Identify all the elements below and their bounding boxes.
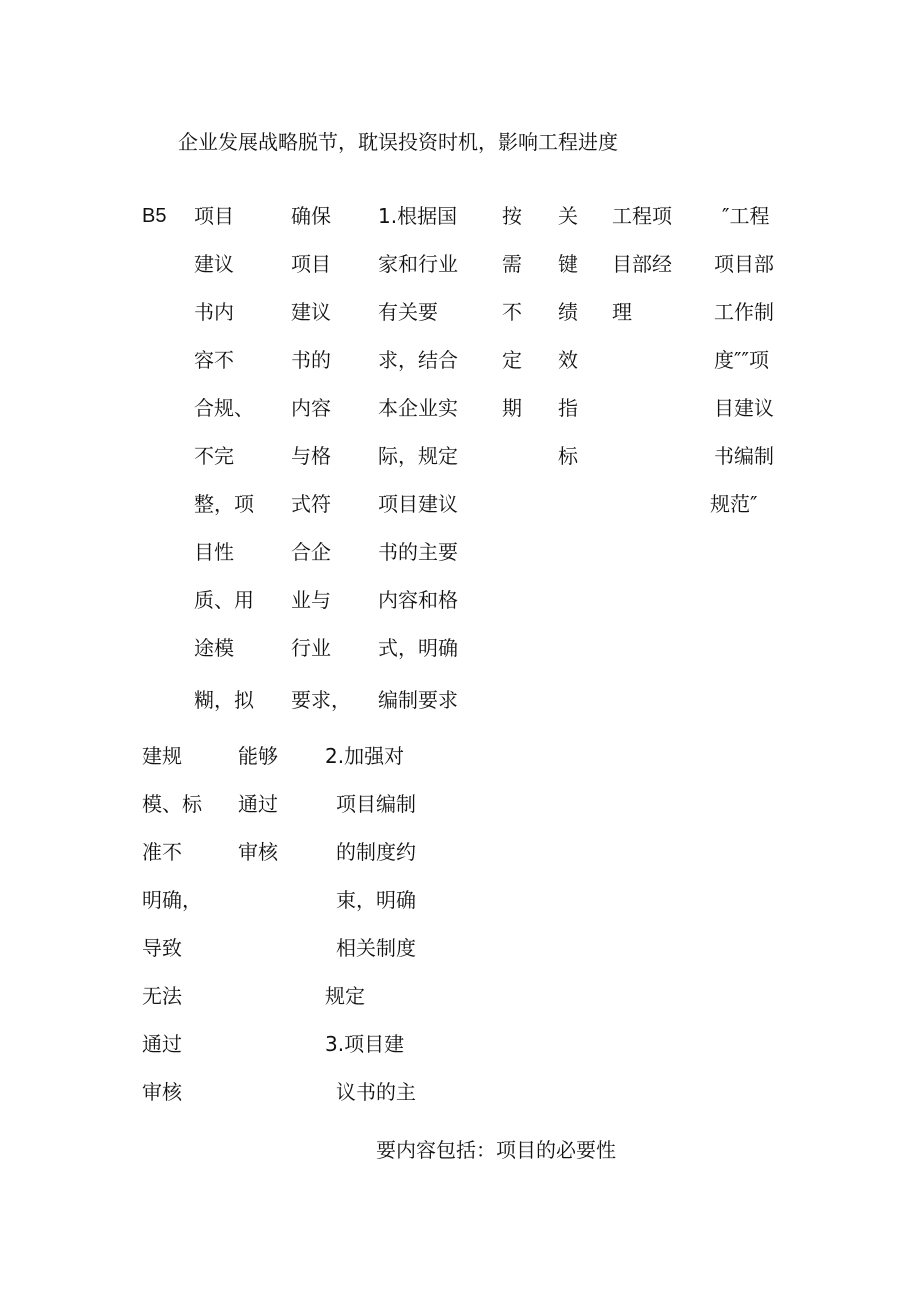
risk-desc-line: 模、标 [142, 792, 202, 816]
measure-line: 式，明确 [378, 636, 458, 660]
owner-line: 目部经 [612, 252, 672, 276]
risk-desc-line: 审核 [142, 1080, 182, 1104]
measure-line: 3.项目建 [325, 1032, 405, 1056]
risk-desc-line: 糊，拟 [194, 688, 254, 712]
risk-desc-line: 导致 [142, 936, 182, 960]
objective-line: 合企 [291, 540, 331, 564]
owner-line: 理 [612, 300, 632, 324]
measure-line: 2.加强对 [325, 744, 405, 768]
objective-line: 要求， [291, 688, 351, 712]
risk-desc-line: 不完 [194, 444, 234, 468]
objective-line: 建议 [291, 300, 331, 324]
measure-line: 编制要求 [378, 688, 458, 712]
kpi-line: 键 [558, 252, 578, 276]
measure-line: 求，结合 [378, 348, 458, 372]
risk-desc-line: 容不 [194, 348, 234, 372]
measure-line: 的制度约 [336, 840, 416, 864]
reference-line: 工作制 [714, 300, 774, 324]
frequency-line: 定 [502, 348, 522, 372]
measure-line: 家和行业 [378, 252, 458, 276]
objective-line: 内容 [291, 396, 331, 420]
kpi-line: 指 [558, 396, 578, 420]
reference-line: 项目部 [714, 252, 774, 276]
risk-desc-line: 途模 [194, 636, 234, 660]
objective-line: 审核 [238, 840, 278, 864]
kpi-line: 标 [558, 444, 578, 468]
risk-desc-line: 目性 [194, 540, 234, 564]
risk-desc-line: 准不 [142, 840, 182, 864]
risk-desc-line: 整，项 [194, 492, 254, 516]
measure-line: 本企业实 [378, 396, 458, 420]
objective-line: 书的 [291, 348, 331, 372]
objective-line: 能够 [238, 744, 278, 768]
risk-desc-line: 合规、 [194, 396, 254, 420]
measure-line: 书的主要 [378, 540, 458, 564]
risk-desc-line: 建议 [194, 252, 234, 276]
row-code: B5 [142, 205, 167, 227]
risk-desc-line: 无法 [142, 984, 182, 1008]
measure-line: 项目建议 [378, 492, 458, 516]
risk-desc-line: 通过 [142, 1032, 182, 1056]
intro-line: 企业发展战略脱节，耽误投资时机，影响工程进度 [178, 130, 618, 154]
frequency-line: 按 [502, 204, 522, 228]
objective-line: 项目 [291, 252, 331, 276]
measure-line: 1.根据国 [378, 204, 458, 228]
measure-line: 相关制度 [336, 936, 416, 960]
objective-line: 通过 [238, 792, 278, 816]
objective-line: 与格 [291, 444, 331, 468]
measure-line: 内容和格 [378, 588, 458, 612]
kpi-line: 关 [558, 204, 578, 228]
frequency-line: 期 [502, 396, 522, 420]
objective-line: 确保 [291, 204, 331, 228]
reference-line: 规范″ [710, 492, 758, 516]
objective-line: 行业 [291, 636, 331, 660]
objective-line: 业与 [291, 588, 331, 612]
kpi-line: 绩 [558, 300, 578, 324]
reference-line: 书编制 [714, 444, 774, 468]
owner-line: 工程项 [612, 204, 672, 228]
footer-line: 要内容包括：项目的必要性 [376, 1138, 616, 1162]
frequency-line: 需 [502, 252, 522, 276]
risk-desc-line: 明确， [142, 888, 202, 912]
objective-line: 式符 [291, 492, 331, 516]
reference-line: 度″″项 [714, 348, 769, 372]
measure-line: 际，规定 [378, 444, 458, 468]
measure-line: 规定 [325, 984, 365, 1008]
measure-line: 项目编制 [336, 792, 416, 816]
measure-line: 束，明确 [336, 888, 416, 912]
kpi-line: 效 [558, 348, 578, 372]
frequency-line: 不 [502, 300, 522, 324]
risk-desc-line: 质、用 [194, 588, 254, 612]
reference-line: 目建议 [714, 396, 774, 420]
reference-line: ″工程 [722, 204, 770, 228]
risk-desc-line: 书内 [194, 300, 234, 324]
risk-desc-line: 建规 [142, 744, 182, 768]
risk-desc-line: 项目 [194, 204, 234, 228]
measure-line: 有关要 [378, 300, 438, 324]
measure-line: 议书的主 [336, 1080, 416, 1104]
